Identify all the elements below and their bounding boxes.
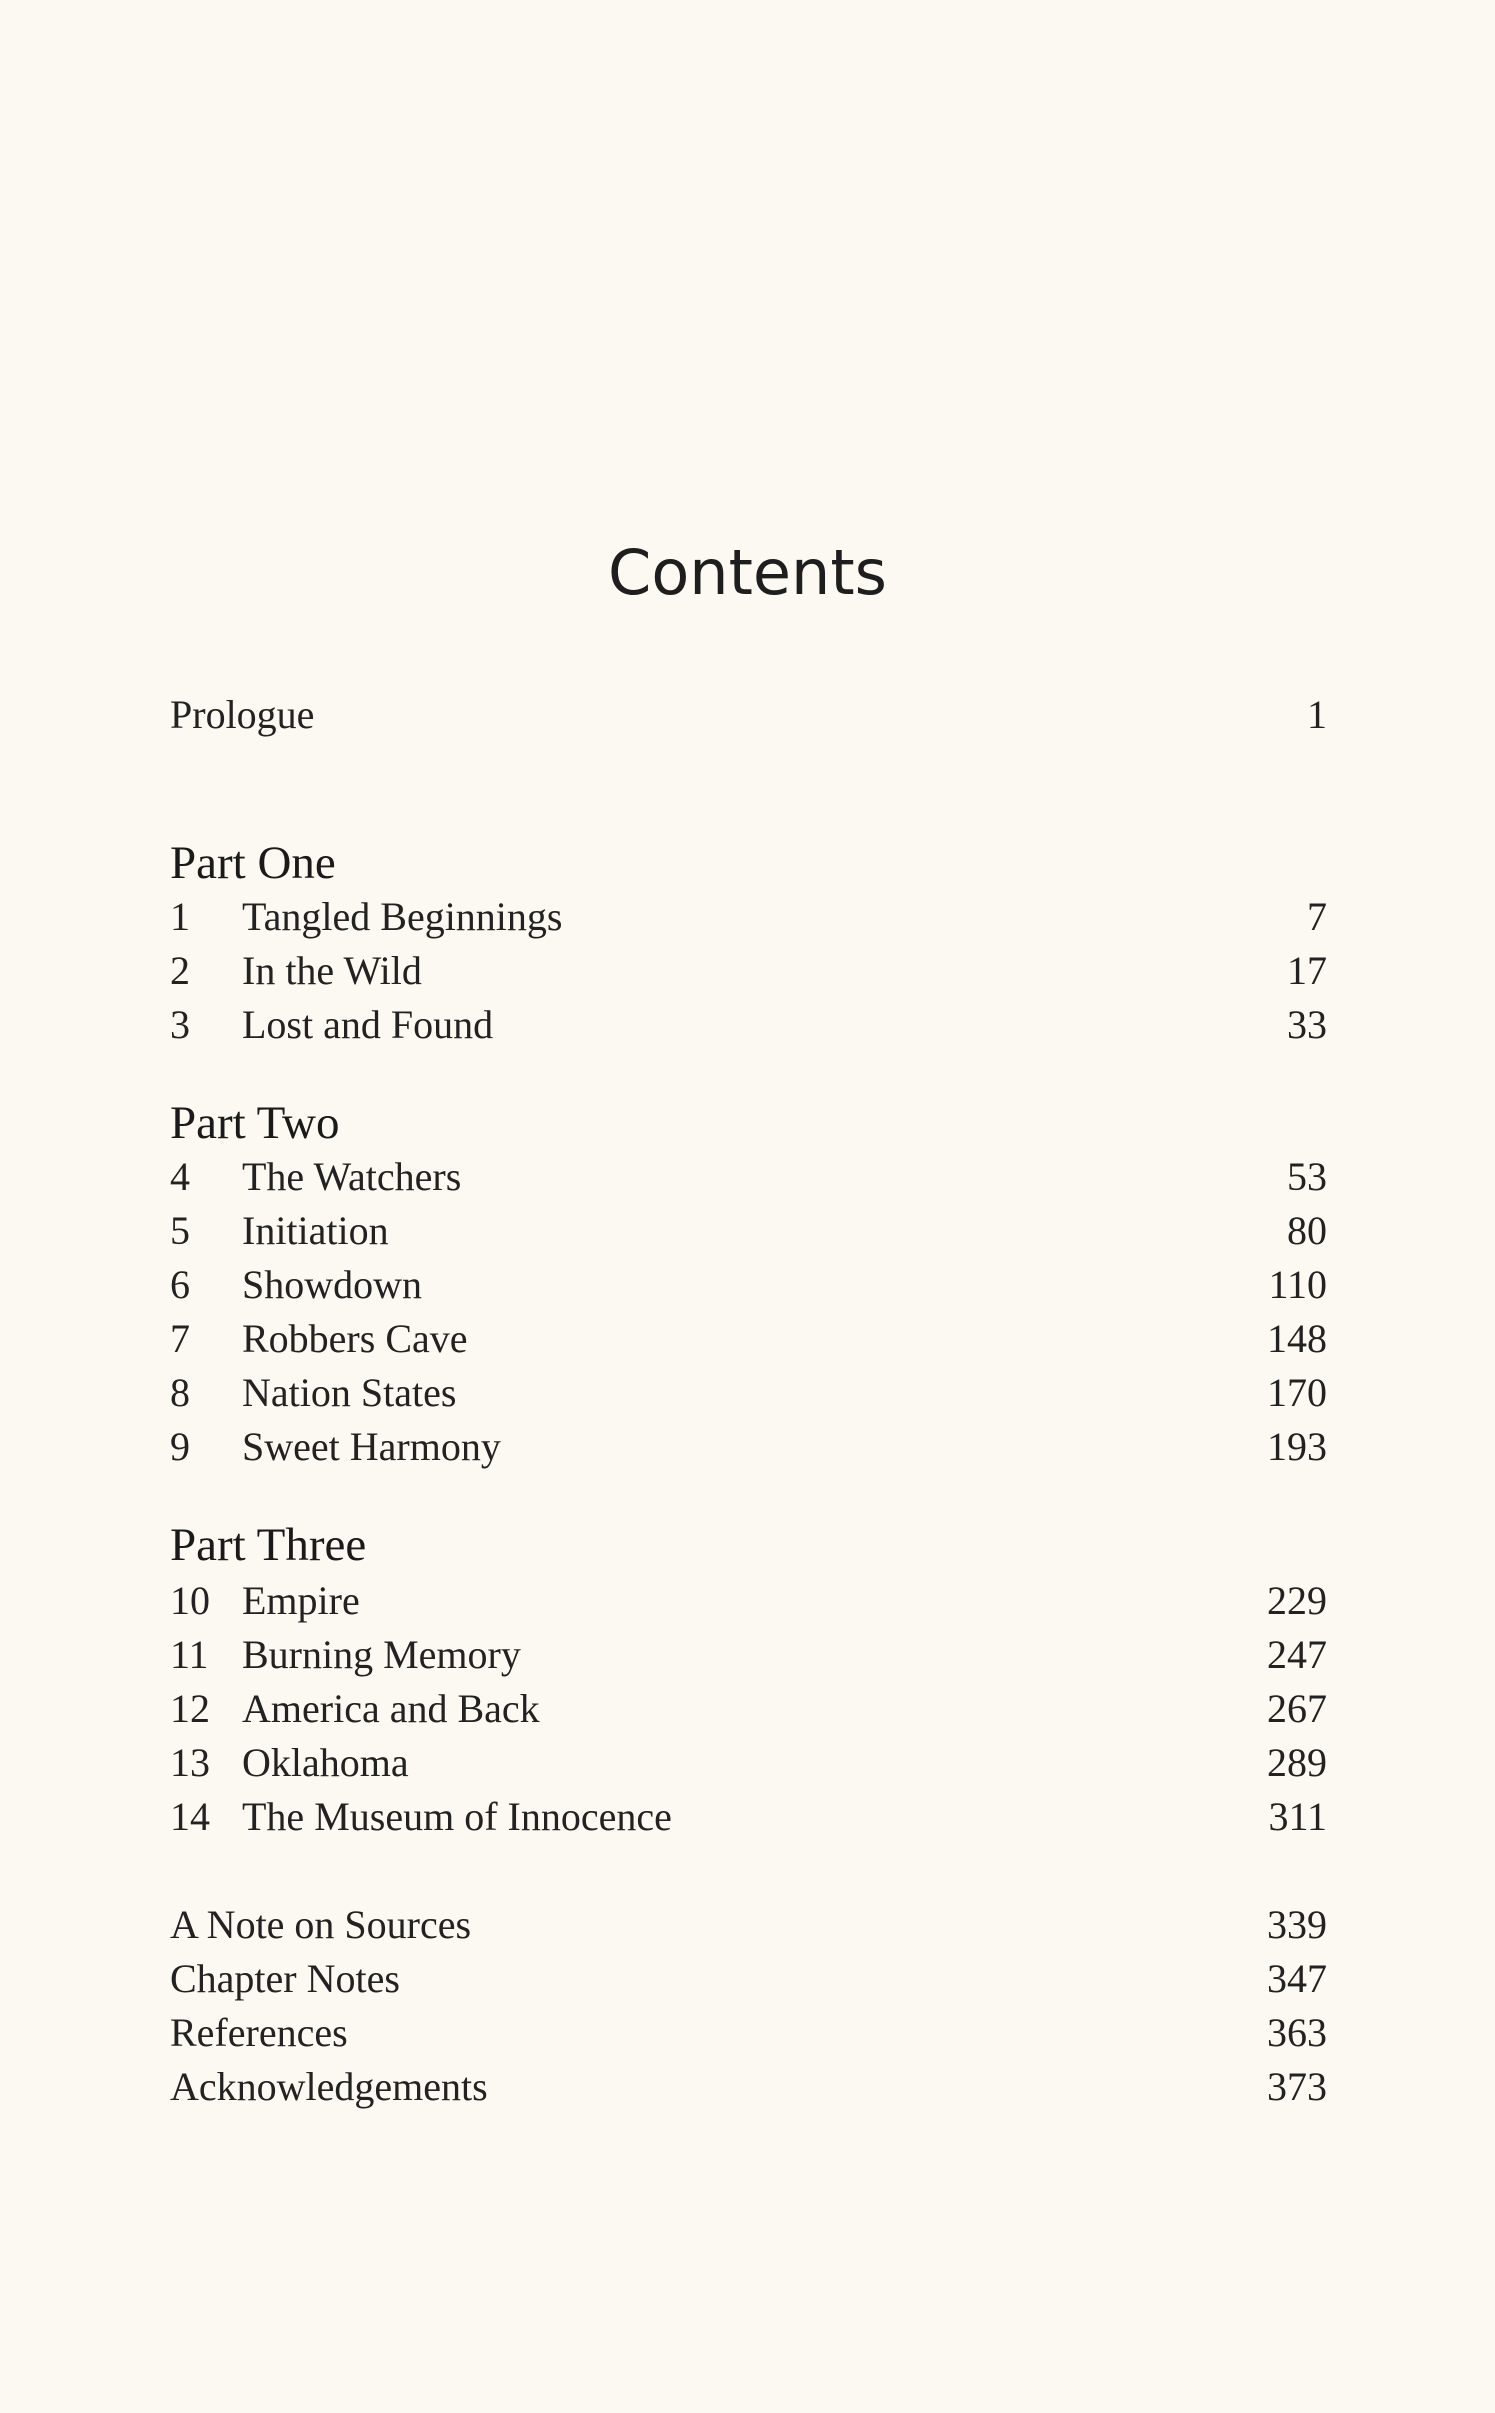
toc-entry-chapter[interactable] (170, 1682, 1327, 1736)
chapter-page-number: 110 (1268, 1262, 1327, 1307)
entry-page-number: 339 (1267, 1902, 1327, 1947)
toc-entry-chapter[interactable] (170, 1420, 1327, 1474)
entry-page-number: 363 (1267, 2010, 1327, 2055)
chapter-page-number: 247 (1267, 1632, 1327, 1677)
chapter-number: 13 (170, 1740, 210, 1785)
toc-entry-chapter[interactable] (170, 944, 1327, 998)
chapter-number: 9 (170, 1424, 190, 1469)
chapter-number: 14 (170, 1794, 210, 1839)
chapter-title: The Museum of Innocence (242, 1794, 672, 1839)
chapter-number: 12 (170, 1686, 210, 1731)
chapter-page-number: 80 (1287, 1208, 1327, 1253)
page-title: Contents (608, 536, 887, 609)
chapter-number: 8 (170, 1370, 190, 1415)
chapter-number: 4 (170, 1154, 190, 1199)
toc-entry-chapter[interactable] (170, 1574, 1327, 1628)
chapter-page-number: 311 (1268, 1794, 1327, 1839)
chapter-title: Nation States (242, 1370, 457, 1415)
toc-entry-back-matter[interactable] (170, 2060, 1327, 2114)
chapter-page-number: 17 (1287, 948, 1327, 993)
chapter-page-number: 53 (1287, 1154, 1327, 1199)
chapter-number: 10 (170, 1578, 210, 1623)
chapter-title: America and Back (242, 1686, 540, 1731)
chapter-title: Burning Memory (242, 1632, 521, 1677)
chapter-title: Initiation (242, 1208, 389, 1253)
chapter-page-number: 7 (1307, 894, 1327, 939)
toc-entry-chapter[interactable] (170, 1366, 1327, 1420)
chapter-number: 2 (170, 948, 190, 993)
chapter-title: Robbers Cave (242, 1316, 468, 1361)
toc-entry-chapter[interactable] (170, 1312, 1327, 1366)
chapter-title: Sweet Harmony (242, 1424, 501, 1469)
chapter-title: Empire (242, 1578, 360, 1623)
toc-entry-chapter[interactable] (170, 1258, 1327, 1312)
chapter-number: 5 (170, 1208, 190, 1253)
chapter-page-number: 148 (1267, 1316, 1327, 1361)
toc-entry-chapter[interactable] (170, 1628, 1327, 1682)
toc-entry-chapter[interactable] (170, 1736, 1327, 1790)
entry-title: Chapter Notes (170, 1956, 400, 2001)
toc-entry-prologue[interactable] (170, 688, 1327, 742)
chapter-page-number: 267 (1267, 1686, 1327, 1731)
chapter-title: Oklahoma (242, 1740, 409, 1785)
part-heading: Part Three (170, 1519, 367, 1571)
chapter-number: 1 (170, 894, 190, 939)
toc-entry-chapter[interactable] (170, 1204, 1327, 1258)
entry-title: A Note on Sources (170, 1902, 472, 1947)
chapter-page-number: 193 (1267, 1424, 1327, 1469)
chapter-title: Lost and Found (242, 1002, 494, 1047)
chapter-number: 6 (170, 1262, 190, 1307)
toc-entry-back-matter[interactable] (170, 1952, 1327, 2006)
chapter-number: 7 (170, 1316, 190, 1361)
entry-title: Acknowledgements (170, 2064, 488, 2109)
chapter-title: In the Wild (242, 948, 422, 993)
chapter-page-number: 229 (1267, 1578, 1327, 1623)
entry-page-number: 373 (1267, 2064, 1327, 2109)
entry-page-number: 347 (1267, 1956, 1327, 2001)
toc-entry-chapter[interactable] (170, 998, 1327, 1052)
chapter-title: The Watchers (242, 1154, 462, 1199)
chapter-title: Tangled Beginnings (242, 894, 563, 939)
entry-page-number: 1 (1307, 692, 1327, 737)
chapter-number: 11 (170, 1632, 209, 1677)
chapter-page-number: 33 (1287, 1002, 1327, 1047)
entry-title: Prologue (170, 692, 315, 737)
entry-title: References (170, 2010, 348, 2055)
toc-entry-chapter[interactable] (170, 1150, 1327, 1204)
chapter-number: 3 (170, 1002, 190, 1047)
chapter-page-number: 170 (1267, 1370, 1327, 1415)
part-heading: Part One (170, 837, 336, 889)
toc-entry-back-matter[interactable] (170, 2006, 1327, 2060)
toc-entry-back-matter[interactable] (170, 1898, 1327, 1952)
part-heading: Part Two (170, 1097, 340, 1149)
toc-entry-chapter[interactable] (170, 1790, 1327, 1844)
chapter-title: Showdown (242, 1262, 423, 1307)
toc-entry-chapter[interactable] (170, 890, 1327, 944)
chapter-page-number: 289 (1267, 1740, 1327, 1785)
